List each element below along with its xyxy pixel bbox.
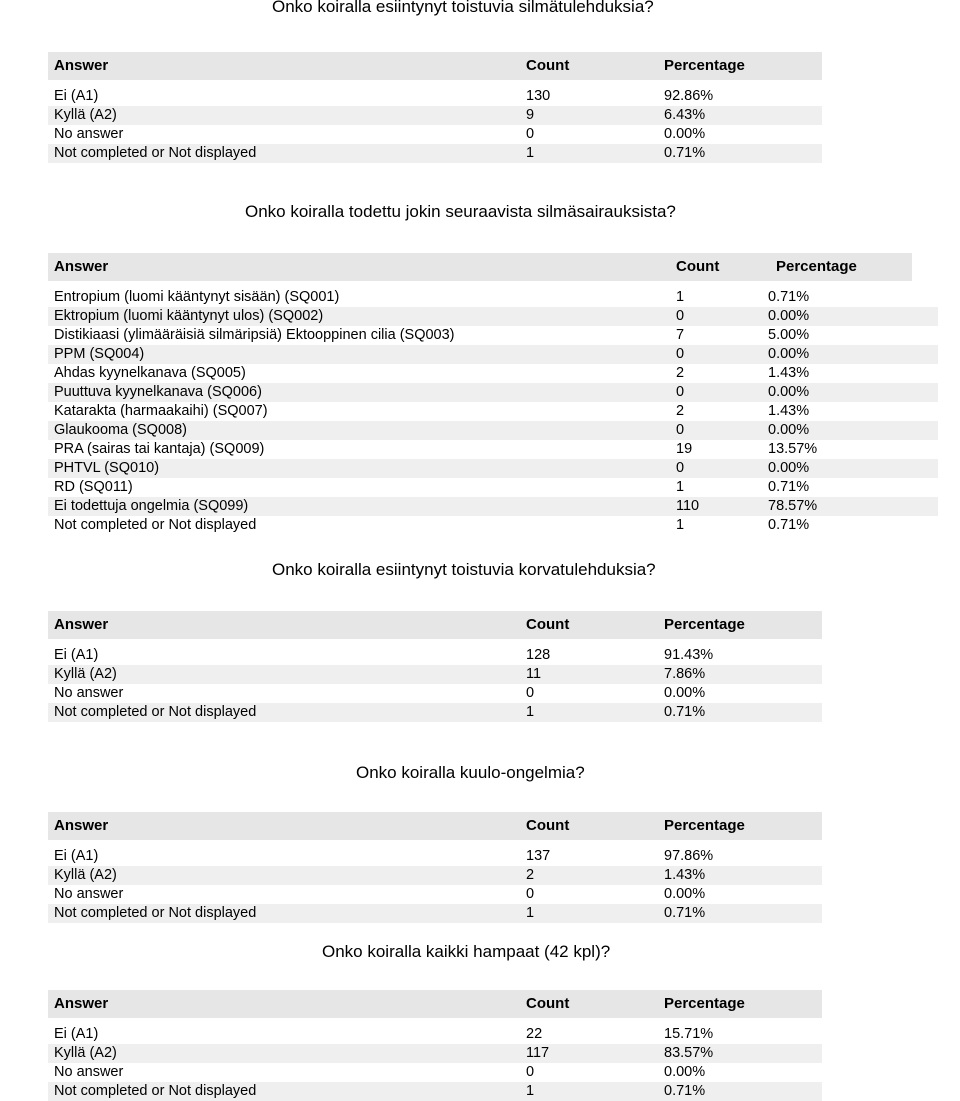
percentage-cell: 0.71% (658, 1082, 822, 1101)
percentage-cell: 1.43% (768, 365, 810, 381)
question-title: Onko koiralla esiintynyt toistuvia silmätulehduksia? (272, 0, 654, 16)
count-cell: 0 (526, 886, 535, 902)
answer-header: Answer (48, 812, 520, 840)
count-header: Count (670, 253, 770, 281)
count-cell: 2 (520, 866, 658, 885)
percentage-cell: 83.57% (658, 1044, 822, 1063)
answer-header: Answer (48, 253, 670, 281)
percentage-cell: 0.71% (658, 144, 822, 163)
count-cell: 1 (520, 1082, 658, 1101)
count-cell: 0 (526, 685, 535, 701)
table-row (48, 288, 938, 307)
table-row (48, 364, 938, 383)
percentage-cell: 0.00% (664, 1064, 706, 1080)
table-header-row (48, 812, 822, 840)
results-table (48, 611, 822, 722)
answer-cell: Not completed or Not displayed (54, 517, 257, 533)
percentage-cell: 1.43% (768, 403, 810, 419)
count-cell: 19 (676, 441, 693, 457)
percentage-cell: 5.00% (768, 327, 810, 343)
table-row (48, 440, 938, 459)
percentage-cell: 13.57% (768, 441, 818, 457)
answer-cell: Not completed or Not displayed (48, 144, 520, 163)
count-header: Count (520, 812, 658, 840)
count-cell: 117 (520, 1044, 658, 1063)
table-row (48, 866, 822, 885)
answer-cell: PRA (sairas tai kantaja) (SQ009) (54, 441, 265, 457)
table-row (48, 1025, 822, 1044)
answer-cell: RD (SQ011) (54, 479, 133, 495)
answer-cell: Ei (A1) (54, 1026, 99, 1042)
answer-cell: Kyllä (A2) (48, 665, 520, 684)
answer-header: Answer (48, 52, 520, 80)
count-cell: 130 (526, 88, 551, 104)
answer-cell: Katarakta (harmaakaihi) (SQ007) (54, 403, 268, 419)
table-row (48, 144, 822, 163)
count-cell: 1 (676, 479, 685, 495)
results-table-body (48, 288, 938, 535)
answer-cell: No answer (54, 1064, 124, 1080)
answer-cell: No answer (54, 685, 124, 701)
count-cell: 0 (526, 1064, 535, 1080)
answer-cell: Distikiaasi (ylimääräisiä silmäripsiä) Ektooppinen cilia (SQ003) (54, 327, 455, 343)
count-cell: 1 (676, 517, 685, 533)
results-table (48, 812, 822, 923)
table-header-row (48, 611, 822, 639)
results-table (48, 52, 822, 163)
percentage-cell: 97.86% (664, 848, 714, 864)
table-row (48, 383, 938, 402)
count-cell: 110 (670, 497, 762, 516)
percentage-cell: 0.00% (762, 383, 938, 402)
question-title: Onko koiralla kaikki hampaat (42 kpl)? (322, 942, 611, 961)
answer-cell: No answer (54, 886, 124, 902)
table-row (48, 904, 822, 923)
answer-header: Answer (48, 611, 520, 639)
table-row (48, 1082, 822, 1101)
count-cell: 1 (520, 703, 658, 722)
count-header: Count (520, 52, 658, 80)
percentage-cell: 0.00% (762, 307, 938, 326)
table-row (48, 106, 822, 125)
table-row (48, 703, 822, 722)
table-row (48, 885, 822, 904)
answer-cell: Kyllä (A2) (48, 106, 520, 125)
percentage-cell: 78.57% (762, 497, 938, 516)
table-row (48, 516, 938, 535)
answer-cell: PPM (SQ004) (48, 345, 670, 364)
table-row (48, 125, 822, 144)
table-row (48, 665, 822, 684)
table-row (48, 307, 938, 326)
count-cell: 2 (676, 365, 685, 381)
percentage-cell: 6.43% (658, 106, 822, 125)
count-cell: 0 (526, 126, 535, 142)
count-cell: 1 (520, 144, 658, 163)
question-title: Onko koiralla todettu jokin seuraavista silmäsairauksista? (245, 202, 676, 221)
percentage-header: Percentage (658, 611, 822, 639)
results-table (48, 990, 822, 1101)
percentage-cell: 0.71% (768, 517, 810, 533)
table-row (48, 646, 822, 665)
table-row (48, 326, 938, 345)
table-row (48, 87, 822, 106)
count-cell: 2 (676, 403, 685, 419)
percentage-cell: 15.71% (664, 1026, 714, 1042)
answer-cell: Ektropium (luomi kääntynyt ulos) (SQ002) (48, 307, 670, 326)
count-cell: 0 (670, 421, 762, 440)
percentage-header: Percentage (658, 52, 822, 80)
results-table (48, 253, 912, 281)
percentage-header: Percentage (770, 253, 912, 281)
percentage-cell: 0.71% (658, 703, 822, 722)
count-cell: 0 (670, 307, 762, 326)
question-title: Onko koiralla esiintynyt toistuvia korvatulehduksia? (272, 560, 656, 579)
table-row (48, 684, 822, 703)
percentage-cell: 0.00% (762, 421, 938, 440)
answer-cell: Ei (A1) (54, 88, 99, 104)
count-cell: 1 (520, 904, 658, 923)
table-row (48, 478, 938, 497)
percentage-cell: 1.43% (658, 866, 822, 885)
count-cell: 137 (526, 848, 551, 864)
count-cell: 11 (520, 665, 658, 684)
answer-cell: No answer (54, 126, 124, 142)
answer-cell: PHTVL (SQ010) (48, 459, 670, 478)
count-cell: 128 (526, 647, 551, 663)
answer-cell: Ahdas kyynelkanava (SQ005) (54, 365, 246, 381)
percentage-cell: 0.00% (664, 685, 706, 701)
table-row (48, 847, 822, 866)
answer-cell: Not completed or Not displayed (48, 1082, 520, 1101)
percentage-cell: 91.43% (664, 647, 714, 663)
table-header-row (48, 253, 912, 281)
table-row (48, 497, 938, 516)
count-header: Count (520, 990, 658, 1018)
answer-header: Answer (48, 990, 520, 1018)
question-title: Onko koiralla kuulo-ongelmia? (356, 763, 585, 782)
percentage-cell: 92.86% (664, 88, 714, 104)
percentage-header: Percentage (658, 812, 822, 840)
answer-cell: Puuttuva kyynelkanava (SQ006) (48, 383, 670, 402)
count-cell: 1 (676, 289, 685, 305)
table-row (48, 421, 938, 440)
percentage-cell: 0.00% (664, 126, 706, 142)
percentage-header: Percentage (658, 990, 822, 1018)
percentage-cell: 0.00% (762, 345, 938, 364)
count-header: Count (520, 611, 658, 639)
table-header-row (48, 990, 822, 1018)
percentage-cell: 7.86% (658, 665, 822, 684)
percentage-cell: 0.71% (658, 904, 822, 923)
answer-cell: Ei (A1) (54, 647, 99, 663)
table-row (48, 459, 938, 478)
answer-cell: Kyllä (A2) (48, 866, 520, 885)
answer-cell: Not completed or Not displayed (48, 904, 520, 923)
table-row (48, 345, 938, 364)
table-row (48, 1044, 822, 1063)
count-cell: 9 (520, 106, 658, 125)
percentage-cell: 0.00% (664, 886, 706, 902)
percentage-cell: 0.71% (768, 479, 810, 495)
count-cell: 7 (676, 327, 685, 343)
table-row (48, 1063, 822, 1082)
count-cell: 0 (670, 383, 762, 402)
answer-cell: Glaukooma (SQ008) (48, 421, 670, 440)
count-cell: 22 (526, 1026, 543, 1042)
answer-cell: Ei todettuja ongelmia (SQ099) (48, 497, 670, 516)
percentage-cell: 0.71% (768, 289, 810, 305)
count-cell: 0 (670, 459, 762, 478)
percentage-cell: 0.00% (762, 459, 938, 478)
answer-cell: Ei (A1) (54, 848, 99, 864)
answer-cell: Kyllä (A2) (48, 1044, 520, 1063)
table-header-row (48, 52, 822, 80)
count-cell: 0 (670, 345, 762, 364)
table-row (48, 402, 938, 421)
answer-cell: Not completed or Not displayed (48, 703, 520, 722)
answer-cell: Entropium (luomi kääntynyt sisään) (SQ001) (54, 289, 340, 305)
